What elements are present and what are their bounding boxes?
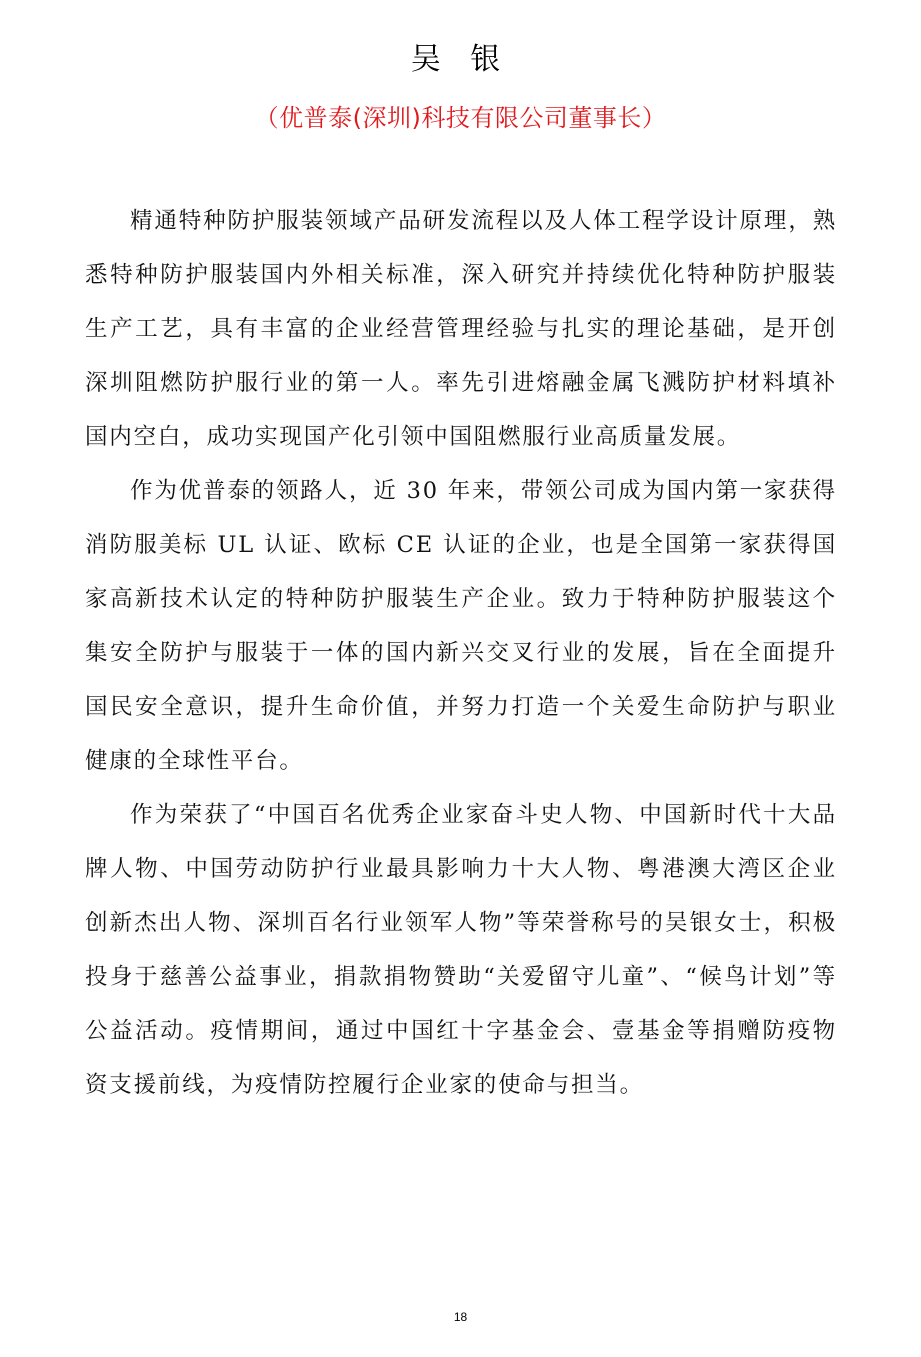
page-subtitle: （优普泰(深圳)科技有限公司董事长） bbox=[254, 104, 667, 132]
paragraph-2: 作为优普泰的领路人，近 30 年来，带领公司成为国内第一家获得消防服美标 UL 认证、欧标 CE 认证的企业，也是全国第一家获得国家高新技术认定的特种防护服装生产企业。致力于特种防护服装这个集安全防护与服装于一体的国内新兴交叉行业的发展，旨在全面提升国民安全意识，提升生命价值，并努力打造一个关爱生命防护与职业健康的全球性平台。 bbox=[85, 478, 837, 774]
paragraph-1: 精通特种防护服装领域产品研发流程以及人体工程学设计原理，熟悉特种防护服装国内外相关标准，深入研究并持续优化特种防护服装生产工艺，具有丰富的企业经营管理经验与扎实的理论基础，是开创深圳阻燃防护服行业的第一人。率先引进熔融金属飞溅防护材料填补国内空白，成功实现国产化引领中国阻燃服行业高质量发展。 bbox=[85, 208, 837, 450]
page-number: 18 bbox=[453, 1310, 468, 1324]
paragraph-3: 作为荣获了“中国百名优秀企业家奋斗史人物、中国新时代十大品牌人物、中国劳动防护行业最具影响力十大人物、粤港澳大湾区企业创新杰出人物、深圳百名行业领军人物”等荣誉称号的吴银女士，积极投身于慈善公益事业，捐款捐物赞助“关爱留守儿童”、“候鸟计划”等公益活动。疫情期间，通过中国红十字基金会、壹基金等捐赠防疫物资支援前线，为疫情防控履行企业家的使命与担当。 bbox=[85, 802, 837, 1098]
page-title: 吴 银 bbox=[410, 42, 511, 77]
body-text bbox=[85, 194, 837, 1112]
